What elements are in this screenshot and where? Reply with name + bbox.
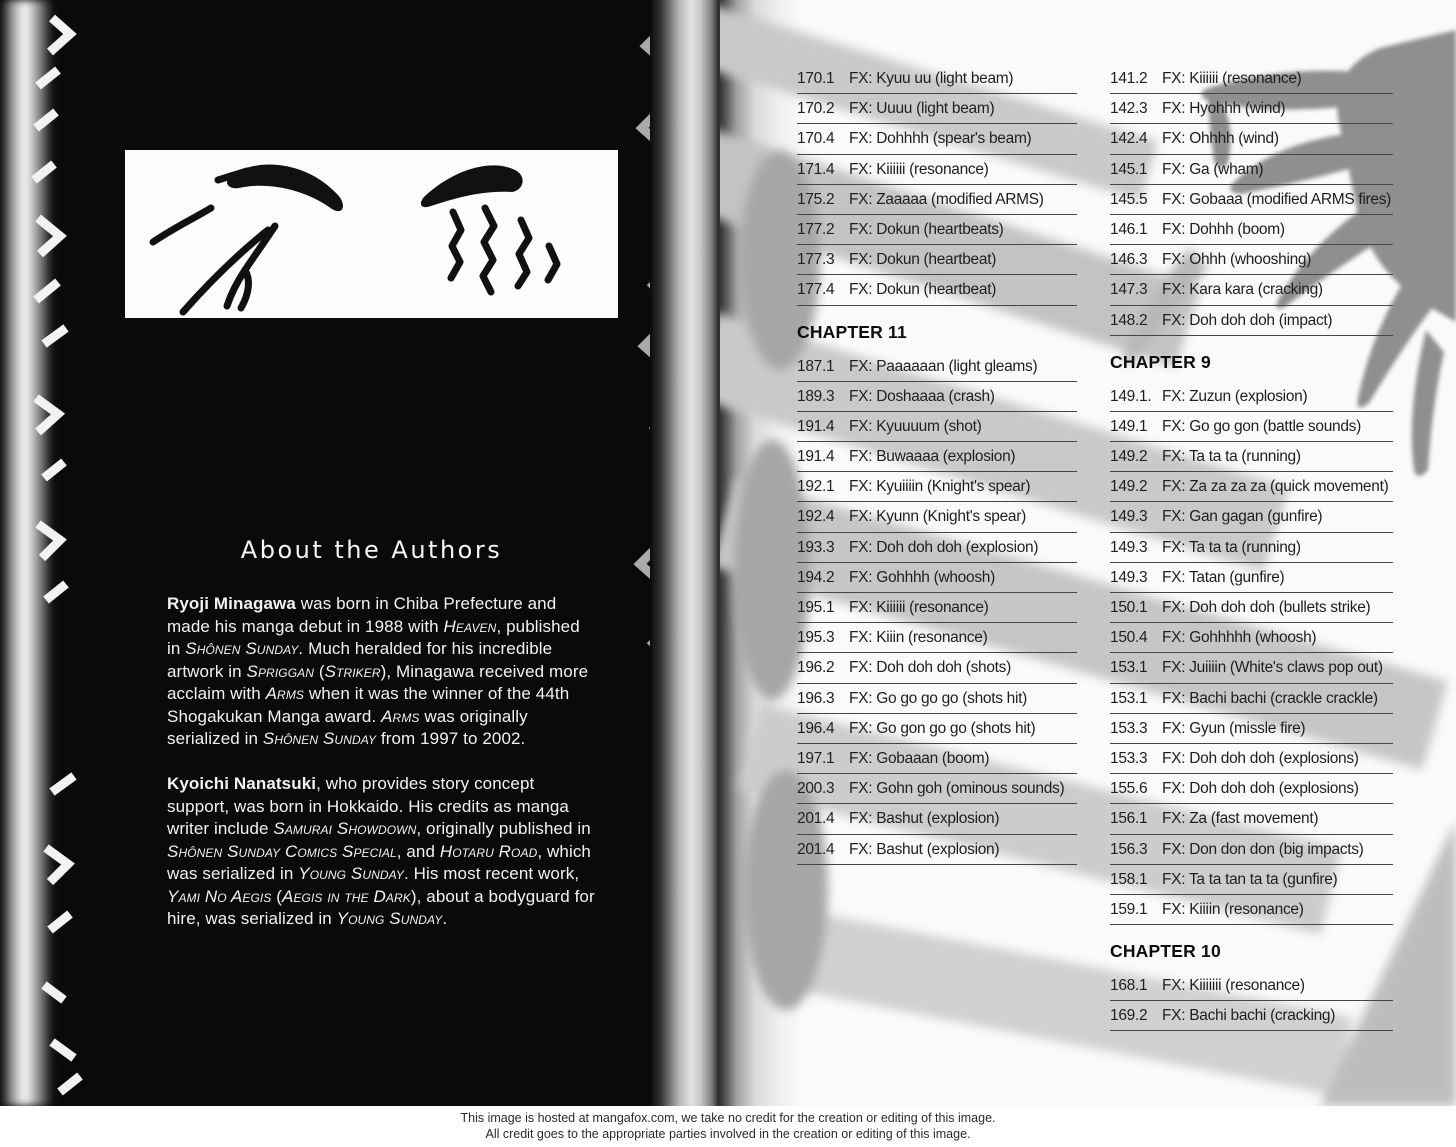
bio-text-segment: was born in Chiba Prefecture and made his manga debut in 1988 with bbox=[167, 594, 557, 636]
fx-entry-row bbox=[1110, 684, 1393, 714]
fx-sound-description: FX: Ohhhh (wind) bbox=[1162, 130, 1279, 148]
fx-page-number: 149.1. bbox=[1110, 387, 1152, 405]
fx-entry-row bbox=[1110, 64, 1393, 94]
fx-page-number: 191.4 bbox=[797, 448, 835, 466]
fx-sound-description: FX: Go go go go (shots hit) bbox=[849, 689, 1028, 707]
fx-entry-row bbox=[1110, 895, 1393, 925]
fx-list-column-left bbox=[797, 64, 1077, 865]
bio-text-segment: Shônen Sunday bbox=[262, 729, 377, 748]
fx-entry-row bbox=[797, 472, 1077, 502]
chapter-heading bbox=[1110, 336, 1393, 382]
bio-text-segment: Heaven bbox=[443, 616, 497, 636]
bio-text-segment: Hotaru Road bbox=[439, 841, 538, 861]
fx-entry-row bbox=[797, 714, 1077, 744]
fx-page-number: 171.4 bbox=[797, 160, 835, 178]
fx-page-number: 153.1 bbox=[1110, 689, 1148, 707]
fx-sound-description: FX: Don don don (big impacts) bbox=[1162, 840, 1364, 858]
bio-text-segment: ( bbox=[314, 661, 325, 681]
fx-page-number: 197.1 bbox=[797, 749, 835, 767]
bio-text-segment: when it was the winner of the 44th Shogakukan Manga award. bbox=[167, 684, 570, 726]
fx-page-number: 142.4 bbox=[1110, 130, 1148, 148]
bio-text-segment: from 1997 to 2002. bbox=[376, 729, 526, 748]
fx-page-number: 149.2 bbox=[1110, 478, 1148, 496]
fx-page-number: 196.4 bbox=[797, 719, 835, 737]
fx-sound-description: FX: Go gon go go (shots hit) bbox=[849, 719, 1036, 737]
fx-entry-row bbox=[1110, 245, 1393, 275]
fx-sound-description: FX: Za (fast movement) bbox=[1162, 810, 1319, 828]
fx-entry-row bbox=[797, 563, 1077, 593]
fx-entry-row bbox=[1110, 623, 1393, 653]
fx-sound-description: FX: Bashut (explosion) bbox=[849, 810, 1000, 828]
fx-page-number: 192.1 bbox=[797, 478, 835, 496]
fx-sound-description: FX: Bashut (explosion) bbox=[849, 840, 1000, 858]
fx-sound-description: FX: Go go gon (battle sounds) bbox=[1162, 417, 1361, 435]
fx-page-number: 148.2 bbox=[1110, 311, 1148, 329]
fx-entry-row bbox=[797, 215, 1077, 245]
fx-sound-description: FX: Gohhhhh (whoosh) bbox=[1162, 629, 1317, 647]
bio-text-segment: ( bbox=[271, 886, 283, 906]
fx-entry-row bbox=[1110, 382, 1393, 412]
fx-sound-description: FX: Bachi bachi (crackle crackle) bbox=[1162, 689, 1378, 707]
fx-entry-row bbox=[797, 124, 1077, 154]
fx-entry-row bbox=[1110, 412, 1393, 442]
fx-page-number: 193.3 bbox=[797, 538, 835, 556]
fx-entry-row bbox=[797, 382, 1077, 412]
fx-entry-row bbox=[1110, 1001, 1393, 1031]
fx-entry-row bbox=[1110, 185, 1393, 215]
fx-page-number: 141.2 bbox=[1110, 70, 1148, 87]
hosting-disclaimer bbox=[0, 1106, 1456, 1147]
fx-entry-row bbox=[1110, 124, 1393, 154]
fx-sound-description: FX: Ta ta ta (running) bbox=[1162, 448, 1301, 466]
fx-sound-description: FX: Ta ta ta (running) bbox=[1162, 538, 1301, 556]
fx-entry-row bbox=[1110, 94, 1393, 124]
fx-entry-row bbox=[1110, 215, 1393, 245]
bio-text-segment: . bbox=[442, 909, 448, 928]
fx-sound-description: FX: Dokun (heartbeat) bbox=[849, 251, 997, 269]
fx-entry-row bbox=[797, 275, 1077, 305]
fx-sound-description: FX: Kiiiin (resonance) bbox=[1162, 900, 1304, 918]
fx-page-number: 175.2 bbox=[797, 190, 835, 208]
fx-sound-description: FX: Bachi bachi (cracking) bbox=[1162, 1007, 1336, 1025]
fx-sound-description: FX: Zuzun (explosion) bbox=[1162, 387, 1308, 405]
fx-sound-description: FX: Dohhh (boom) bbox=[1162, 220, 1285, 238]
fx-page-number: 196.2 bbox=[797, 659, 835, 677]
fx-entry-row bbox=[1110, 563, 1393, 593]
fx-entry-row bbox=[797, 412, 1077, 442]
fx-page-number: 170.4 bbox=[797, 130, 835, 148]
fx-entry-row bbox=[797, 352, 1077, 382]
bio-text-segment: Shônen Sunday bbox=[185, 639, 299, 658]
fx-page-number: 153.3 bbox=[1110, 749, 1148, 767]
fx-sound-description: FX: Kara kara (cracking) bbox=[1162, 281, 1323, 299]
fx-entry-row bbox=[1110, 653, 1393, 683]
fx-sound-description: FX: Doshaaaa (crash) bbox=[849, 387, 995, 405]
fx-entry-row bbox=[797, 185, 1077, 215]
fx-entry-row bbox=[1110, 502, 1393, 532]
fx-entry-row bbox=[797, 94, 1077, 124]
fx-entry-row bbox=[797, 653, 1077, 683]
fx-page-number: 191.4 bbox=[797, 417, 835, 435]
fx-entry-row bbox=[1110, 804, 1393, 834]
fx-sound-description: FX: Hyohhh (wind) bbox=[1162, 100, 1286, 118]
fx-sound-description: FX: Doh doh doh (shots) bbox=[849, 659, 1011, 677]
bio-text-segment: . Much heralded for his incredible artwork in bbox=[167, 639, 553, 681]
fx-entry-row bbox=[797, 245, 1077, 275]
fx-page-number: 169.2 bbox=[1110, 1007, 1148, 1025]
fx-sound-description: FX: Paaaaaan (light gleams) bbox=[849, 357, 1038, 375]
fx-sound-description: FX: Kyuuuum (shot) bbox=[849, 417, 982, 435]
fx-page-number: 168.1 bbox=[1110, 977, 1148, 995]
fx-page-number: 149.2 bbox=[1110, 448, 1148, 466]
fx-page-number: 153.3 bbox=[1110, 719, 1148, 737]
bio-text-segment: Young Sunday bbox=[336, 909, 443, 928]
fx-sound-description: FX: Za za za za (quick movement) bbox=[1162, 478, 1389, 496]
bio-text-segment: Aegis in the Dark bbox=[282, 886, 411, 906]
fx-sound-description: FX: Ga (wham) bbox=[1162, 160, 1264, 178]
fx-entry-row bbox=[797, 774, 1077, 804]
fx-entry-row bbox=[797, 835, 1077, 865]
fx-sound-description: FX: Gan gagan (gunfire) bbox=[1162, 508, 1323, 526]
bio-text-segment: . His most recent work, bbox=[403, 864, 580, 883]
fx-page-number: 149.1 bbox=[1110, 417, 1148, 435]
fx-page-number: 177.3 bbox=[797, 251, 835, 269]
fx-entry-row bbox=[1110, 714, 1393, 744]
about-the-authors-heading: About the Authors bbox=[240, 536, 503, 564]
fx-sound-description: FX: Doh doh doh (impact) bbox=[1162, 311, 1333, 329]
bio-text-segment: Striker bbox=[324, 661, 381, 681]
fx-sound-description: FX: Dokun (heartbeat) bbox=[849, 281, 997, 299]
bio-text-segment: Young Sunday bbox=[298, 864, 404, 883]
bio-text-segment: Spriggan bbox=[246, 661, 314, 681]
fx-sound-description: FX: Kyuu uu (light beam) bbox=[849, 70, 1014, 87]
fx-sound-description: FX: Gobaaan (boom) bbox=[849, 749, 990, 767]
fx-sound-description: FX: Juiiiin (White's claws pop out) bbox=[1162, 659, 1383, 677]
fx-entry-row bbox=[797, 64, 1077, 94]
fx-page-number: 158.1 bbox=[1110, 870, 1148, 888]
fx-entry-row bbox=[797, 744, 1077, 774]
bio-text-segment: ), about a bodyguard for hire, was serialized in bbox=[167, 886, 595, 928]
fx-sound-description: FX: Kiiin (resonance) bbox=[849, 629, 988, 647]
fx-page-number: 156.3 bbox=[1110, 840, 1148, 858]
chapter-heading-label: CHAPTER 9 bbox=[1110, 351, 1211, 372]
fx-page-number: 177.4 bbox=[797, 281, 835, 299]
bio-text-segment: Kyoichi Nanatsuki bbox=[167, 774, 317, 793]
fx-page-number: 150.1 bbox=[1110, 599, 1148, 616]
fx-page-number: 195.1 bbox=[797, 599, 835, 616]
fx-page-number: 149.3 bbox=[1110, 538, 1148, 556]
fx-entry-row bbox=[797, 155, 1077, 185]
fx-sound-description: FX: Buwaaaa (explosion) bbox=[849, 448, 1016, 466]
fx-entry-row bbox=[1110, 306, 1393, 336]
bio-text-segment: Arms bbox=[381, 706, 420, 726]
bio-text-segment: , who provides story concept support, was born in Hokkaido. His credits as manga writer include bbox=[167, 774, 569, 838]
bio-text-segment: Shônen Sunday Comics Special bbox=[167, 841, 397, 861]
fx-entry-row bbox=[797, 804, 1077, 834]
fx-entry-row bbox=[1110, 865, 1393, 895]
fx-page-number: 150.4 bbox=[1110, 629, 1148, 647]
fx-page-number: 142.3 bbox=[1110, 100, 1148, 118]
fx-page-number: 146.1 bbox=[1110, 220, 1148, 238]
fx-page-number: 189.3 bbox=[797, 387, 835, 405]
fx-page-number: 149.3 bbox=[1110, 508, 1148, 526]
fx-sound-description: FX: Gyun (missle fire) bbox=[1162, 719, 1306, 737]
fx-sound-description: FX: Kiiiiii (resonance) bbox=[1162, 70, 1302, 87]
fx-entry-row bbox=[1110, 442, 1393, 472]
fx-page-number: 170.1 bbox=[797, 70, 835, 87]
fx-sound-description: FX: Kyunn (Knight's spear) bbox=[849, 508, 1026, 526]
chapter-heading bbox=[797, 306, 1077, 352]
fx-page-number: 149.3 bbox=[1110, 568, 1148, 586]
bio-text-segment: Yami No Aegis bbox=[167, 886, 272, 906]
disclaimer-line-2: All credit goes to the appropriate parties involved in the creation or editing of this image. bbox=[485, 1126, 971, 1141]
fx-entry-row bbox=[797, 502, 1077, 532]
fx-sound-description: FX: Doh doh doh (bullets strike) bbox=[1162, 599, 1371, 616]
fx-page-number: 170.2 bbox=[797, 100, 835, 118]
bio-text-segment: was originally serialized in bbox=[167, 706, 528, 748]
fx-sound-description: FX: Doh doh doh (explosion) bbox=[849, 538, 1039, 556]
fx-sound-description: FX: Doh doh doh (explosions) bbox=[1162, 780, 1359, 798]
left-page bbox=[0, 0, 700, 1106]
fx-sound-description: FX: Gobaaa (modified ARMS fires) bbox=[1162, 190, 1392, 208]
chapter-heading bbox=[1110, 925, 1393, 971]
fx-page-number: 145.1 bbox=[1110, 160, 1148, 178]
fx-entry-row bbox=[1110, 593, 1393, 623]
fx-sound-description: FX: Tatan (gunfire) bbox=[1162, 568, 1285, 586]
fx-page-number: 192.4 bbox=[797, 508, 835, 526]
fx-page-number: 196.3 bbox=[797, 689, 835, 707]
bio-text-segment: , published in bbox=[167, 616, 580, 658]
bio-text-segment: ), Minagawa received more acclaim with bbox=[167, 661, 589, 703]
fx-list-column-right bbox=[1110, 64, 1393, 1031]
bio-text-segment: , which was serialized in bbox=[167, 841, 591, 883]
fx-sound-description: FX: Zaaaaa (modified ARMS) bbox=[849, 190, 1044, 208]
fx-entry-row bbox=[797, 684, 1077, 714]
fx-entry-row bbox=[1110, 774, 1393, 804]
fx-entry-row bbox=[1110, 835, 1393, 865]
fx-entry-row bbox=[797, 533, 1077, 563]
fx-page-number: 146.3 bbox=[1110, 251, 1148, 269]
fx-entry-row bbox=[797, 442, 1077, 472]
fx-entry-row bbox=[1110, 472, 1393, 502]
fx-sound-description: FX: Ohhh (whooshing) bbox=[1162, 251, 1312, 269]
fx-page-number: 159.1 bbox=[1110, 900, 1148, 918]
bio-text-segment: Ryoji Minagawa bbox=[167, 594, 296, 613]
fx-entry-row bbox=[797, 593, 1077, 623]
fx-sound-description: FX: Dohhhh (spear's beam) bbox=[849, 130, 1032, 148]
bio-text-segment: , and bbox=[396, 841, 440, 861]
fx-sound-description: FX: Gohn goh (ominous sounds) bbox=[849, 780, 1065, 798]
fx-page-number: 201.4 bbox=[797, 840, 835, 858]
fx-entry-row bbox=[1110, 744, 1393, 774]
torn-edge-decorations bbox=[0, 0, 700, 1106]
fx-entry-row bbox=[1110, 155, 1393, 185]
fx-sound-description: FX: Ta ta tan ta ta (gunfire) bbox=[1162, 870, 1338, 888]
fx-entry-row bbox=[1110, 971, 1393, 1001]
bio-text-segment: Samurai Showdown bbox=[273, 819, 417, 838]
bio-text-segment: Arms bbox=[265, 684, 305, 703]
fx-page-number: 195.3 bbox=[797, 629, 835, 647]
fx-entry-row bbox=[797, 623, 1077, 653]
fx-sound-description: FX: Kiiiiiii (resonance) bbox=[1162, 977, 1305, 995]
disclaimer-line-1: This image is hosted at mangafox.com, we take no credit for the creation or editing of this image. bbox=[460, 1111, 996, 1125]
chapter-heading-label: CHAPTER 11 bbox=[797, 321, 907, 342]
fx-page-number: 177.2 bbox=[797, 220, 835, 238]
fx-page-number: 201.4 bbox=[797, 810, 835, 828]
fx-sound-description: FX: Dokun (heartbeats) bbox=[849, 220, 1004, 238]
fx-entry-row bbox=[1110, 275, 1393, 305]
fx-page-number: 147.3 bbox=[1110, 281, 1148, 299]
fx-page-number: 194.2 bbox=[797, 568, 835, 586]
fx-page-number: 153.1 bbox=[1110, 659, 1148, 677]
bio-text-segment: , originally published in bbox=[416, 819, 591, 838]
fx-page-number: 155.6 bbox=[1110, 780, 1148, 798]
chapter-heading-label: CHAPTER 10 bbox=[1110, 941, 1221, 962]
fx-sound-description: FX: Kyuiiiin (Knight's spear) bbox=[849, 478, 1031, 496]
fx-page-number: 200.3 bbox=[797, 780, 835, 798]
fx-page-number: 145.5 bbox=[1110, 190, 1148, 208]
fx-entry-row bbox=[1110, 533, 1393, 563]
fx-page-number: 156.1 bbox=[1110, 810, 1148, 828]
fx-sound-description: FX: Uuuu (light beam) bbox=[849, 100, 995, 118]
fx-page-number: 187.1 bbox=[797, 357, 835, 375]
fx-sound-description: FX: Gohhhh (whoosh) bbox=[849, 568, 995, 586]
fx-sound-description: FX: Kiiiiii (resonance) bbox=[849, 160, 989, 178]
fx-sound-description: FX: Doh doh doh (explosions) bbox=[1162, 749, 1359, 767]
fx-sound-description: FX: Kiiiiii (resonance) bbox=[849, 599, 989, 616]
